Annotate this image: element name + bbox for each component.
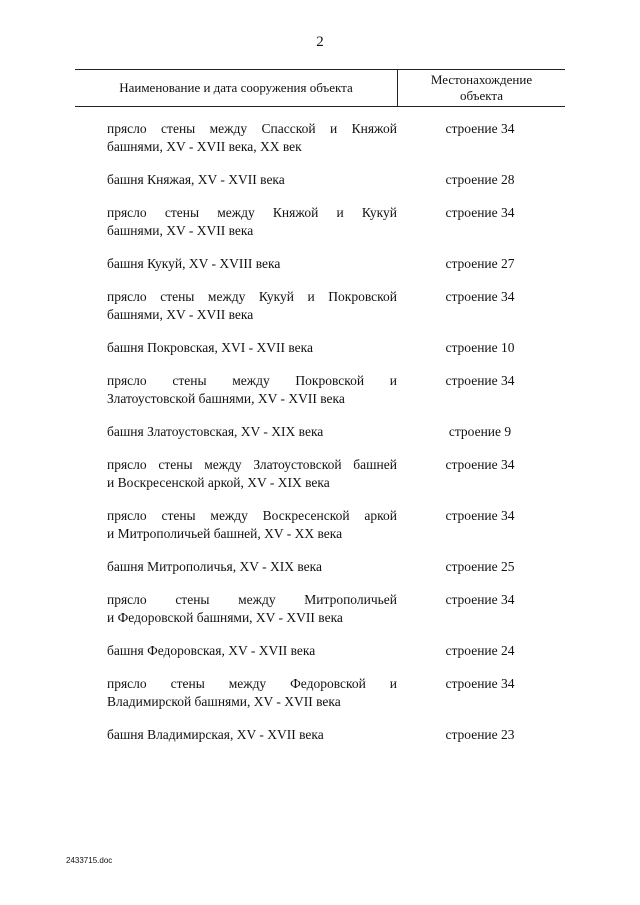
table-row [0, 591, 640, 627]
object-name-line2: Владимирской башнями, XV - XVII века [107, 694, 341, 709]
object-name-line2: башнями, XV - XVII века [107, 307, 254, 322]
object-location-cell: строение 24 [445, 643, 515, 658]
object-name-line1: башня Владимирская, XV - XVII века [107, 727, 324, 742]
object-location-cell: строение 34 [445, 121, 515, 136]
header-location-column [398, 72, 565, 104]
table-row [0, 171, 640, 189]
header-location-line2: объекта [459, 88, 504, 103]
document-id: 2433715.doc [66, 856, 113, 865]
table-row [0, 288, 640, 324]
object-location-cell: строение 34 [445, 457, 515, 472]
table-row [0, 642, 640, 660]
object-name-line1: прясло стены между Воскресенской аркой [107, 508, 397, 523]
table-row [0, 372, 640, 408]
object-location-cell: строение 10 [445, 340, 515, 355]
object-name-line1: прясло стены между Покровской и [107, 373, 397, 388]
object-name-line1: прясло стены между Митрополичьей [107, 592, 397, 607]
object-location-cell: строение 34 [445, 205, 515, 220]
object-name-line1: башня Княжая, XV - XVII века [107, 172, 285, 187]
object-name-line2: и Воскресенской аркой, XV - XIX века [107, 475, 330, 490]
table-row [0, 558, 640, 576]
object-location-cell: строение 34 [445, 373, 515, 388]
object-name-line1: прясло стены между Златоустовской башней [107, 457, 397, 472]
table-row [0, 204, 640, 240]
table-row [0, 255, 640, 273]
header-location-line1: Местонахождение [430, 72, 533, 87]
object-location-cell: строение 27 [445, 256, 515, 271]
object-name-line2: Златоустовской башнями, XV - XVII века [107, 391, 345, 406]
table-row [0, 675, 640, 711]
table-row [0, 507, 640, 543]
object-name-line2: и Федоровской башнями, XV - XVII века [107, 610, 343, 625]
object-location-cell: строение 9 [448, 424, 512, 439]
object-location-cell: строение 34 [445, 592, 515, 607]
object-name-line2: башнями, XV - XVII века, XX век [107, 139, 302, 154]
object-name-line1: башня Федоровская, XV - XVII века [107, 643, 316, 658]
table-row [0, 423, 640, 441]
object-location-cell: строение 34 [445, 289, 515, 304]
table-body [0, 120, 640, 759]
table-row [0, 120, 640, 156]
page-number: 2 [316, 34, 324, 50]
object-name-line1: прясло стены между Княжой и Кукуй [107, 205, 397, 220]
object-location-cell: строение 28 [445, 172, 515, 187]
table-header [75, 69, 565, 107]
object-name-line1: башня Кукуй, XV - XVIII века [107, 256, 281, 271]
object-name-line1: башня Покровская, XVI - XVII века [107, 340, 313, 355]
object-name-line1: прясло стены между Спасской и Княжой [107, 121, 397, 136]
object-location-cell: строение 34 [445, 508, 515, 523]
object-name-line2: и Митрополичьей башней, XV - XX века [107, 526, 343, 541]
object-location-cell: строение 23 [445, 727, 515, 742]
object-name-line1: прясло стены между Федоровской и [107, 676, 397, 691]
object-name-line1: башня Митрополичья, XV - XIX века [107, 559, 323, 574]
object-location-cell: строение 34 [445, 676, 515, 691]
table-row [0, 726, 640, 744]
object-name-line1: башня Златоустовская, XV - XIX века [107, 424, 324, 439]
table-row [0, 339, 640, 357]
table-row [0, 456, 640, 492]
object-name-line2: башнями, XV - XVII века [107, 223, 254, 238]
object-location-cell: строение 25 [445, 559, 515, 574]
object-name-line1: прясло стены между Кукуй и Покровской [107, 289, 397, 304]
header-name-column: Наименование и дата сооружения объекта [119, 80, 353, 95]
